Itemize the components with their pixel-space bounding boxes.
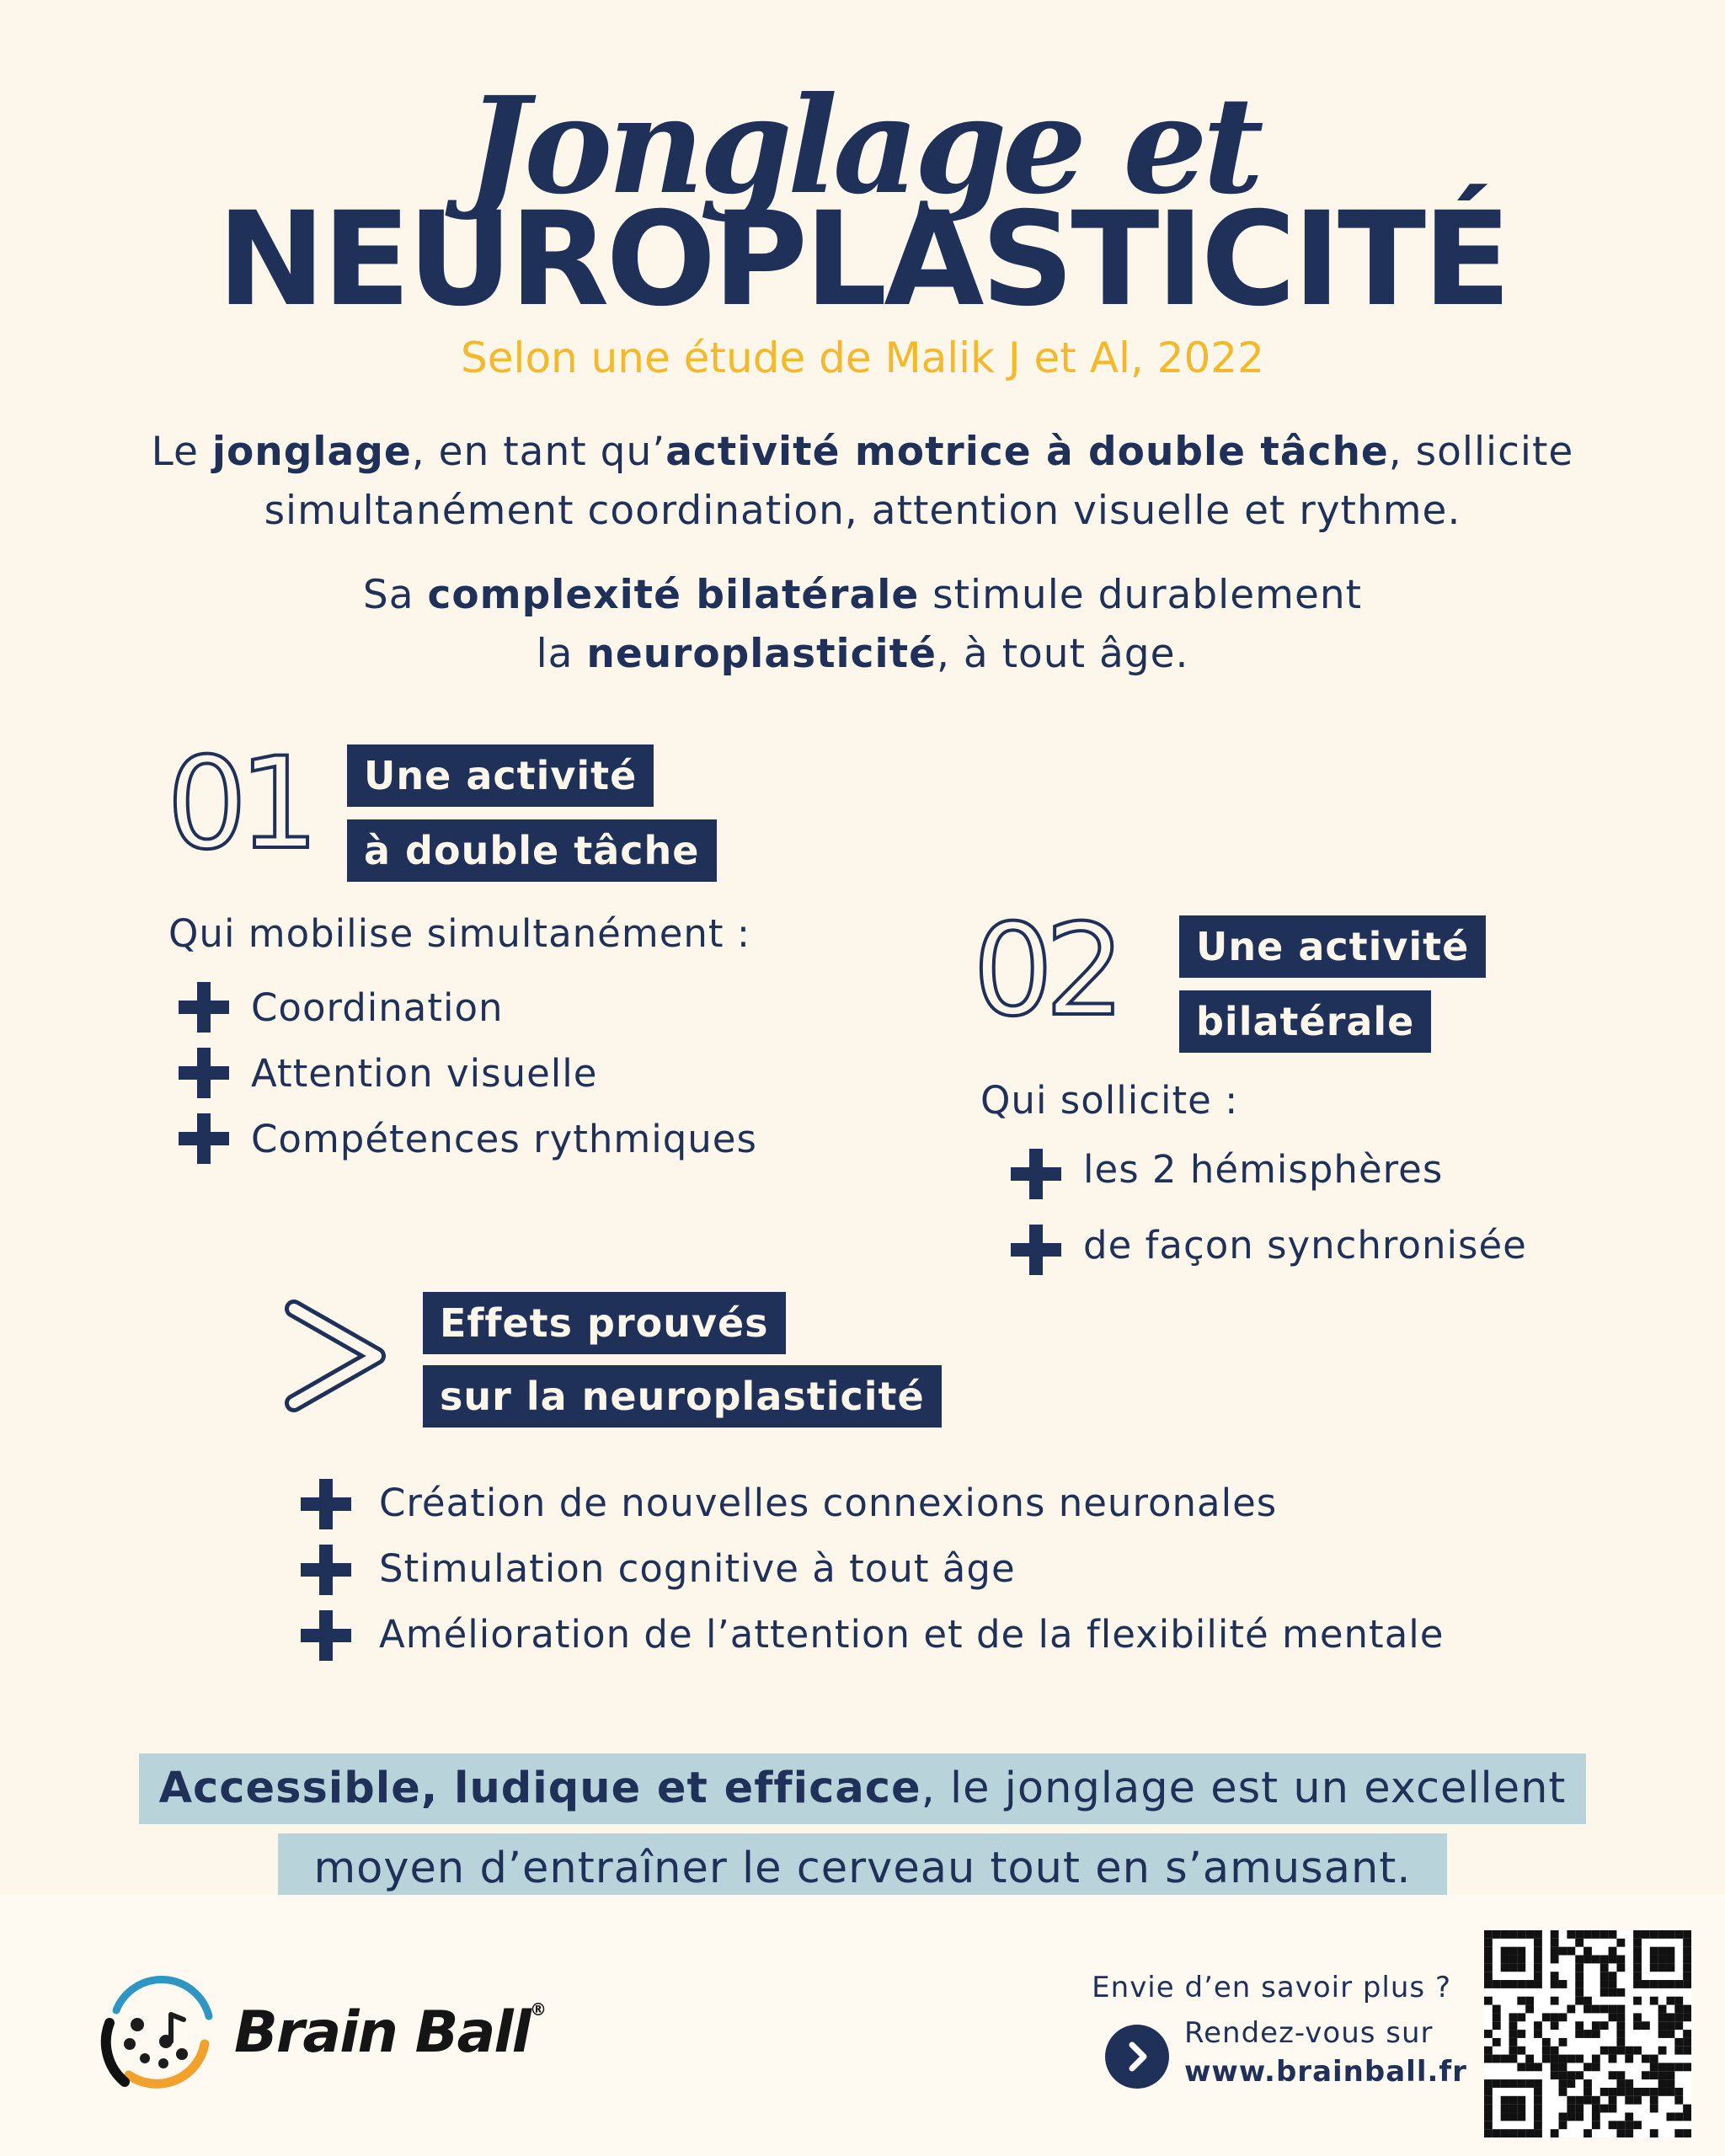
plus-icon <box>301 1610 351 1661</box>
chevron-right-icon <box>282 1297 392 1415</box>
cta-line: Rendez-vous sur <box>1184 2016 1434 2050</box>
cta-question: Envie d’en savoir plus ? <box>1092 1971 1451 2004</box>
section-number-01: 01 <box>167 731 311 878</box>
section2-tag-line-1: Une activité <box>1179 915 1486 978</box>
plus-icon <box>179 1113 229 1164</box>
section3-tag-line-2: sur la neuroplasticité <box>423 1365 942 1428</box>
arrow-circle-icon[interactable] <box>1105 2025 1169 2089</box>
conclusion-line-1: Accessible, ludique et efficace, le jonglage est un excellent <box>139 1753 1586 1824</box>
title-line-2: NEUROPLASTICITÉ <box>216 184 1509 335</box>
study-reference: Selon une étude de Malik J et Al, 2022 <box>461 334 1264 382</box>
section2-item: de façon synchronisée <box>1083 1223 1527 1267</box>
brain-ball-logo-icon <box>91 1964 226 2099</box>
brand-name: Brain Ball® <box>234 1999 545 2066</box>
plus-icon <box>1011 1225 1061 1275</box>
section1-tag-line-2: à double tâche <box>347 819 717 882</box>
section1-item: Coordination <box>251 985 504 1030</box>
section3-tag-line-1: Effets prouvés <box>423 1292 786 1354</box>
plus-icon <box>179 982 229 1033</box>
section3-item: Amélioration de l’attention et de la flexibilité mentale <box>379 1612 1445 1657</box>
chevron-right-icon <box>1105 2025 1169 2089</box>
section2-lead: Qui sollicite : <box>980 1078 1239 1123</box>
section1-item: Attention visuelle <box>251 1051 598 1096</box>
title-line-1: Jonglage et <box>466 68 1259 224</box>
plus-icon <box>1011 1149 1061 1199</box>
section-number-02: 02 <box>973 898 1117 1044</box>
intro-paragraph-2: Sa complexité bilatérale stimule durablement la neuroplasticité, à tout âge. <box>362 572 1363 677</box>
plus-icon <box>301 1545 351 1595</box>
section3-item: Stimulation cognitive à tout âge <box>379 1546 1016 1591</box>
section2-tag-line-2: bilatérale <box>1179 990 1431 1053</box>
section1-tag-line-1: Une activité <box>347 744 654 807</box>
website-link[interactable]: www.brainball.fr <box>1184 2055 1467 2089</box>
intro-paragraph-1: Le jonglage, en tant qu’activité motrice à double tâche, sollicite simultanément coordination, attention visuelle et rythme. <box>151 429 1574 534</box>
section2-item: les 2 hémisphères <box>1083 1147 1444 1192</box>
qr-code[interactable] <box>1484 1930 1691 2137</box>
section3-item: Création de nouvelles connexions neuronales <box>379 1481 1278 1525</box>
plus-icon <box>301 1479 351 1529</box>
section1-item: Compétences rythmiques <box>251 1117 757 1161</box>
conclusion-line-2: moyen d’entraîner le cerveau tout en s’amusant. <box>278 1833 1447 1904</box>
section1-lead: Qui mobilise simultanément : <box>168 911 751 956</box>
plus-icon <box>179 1048 229 1098</box>
